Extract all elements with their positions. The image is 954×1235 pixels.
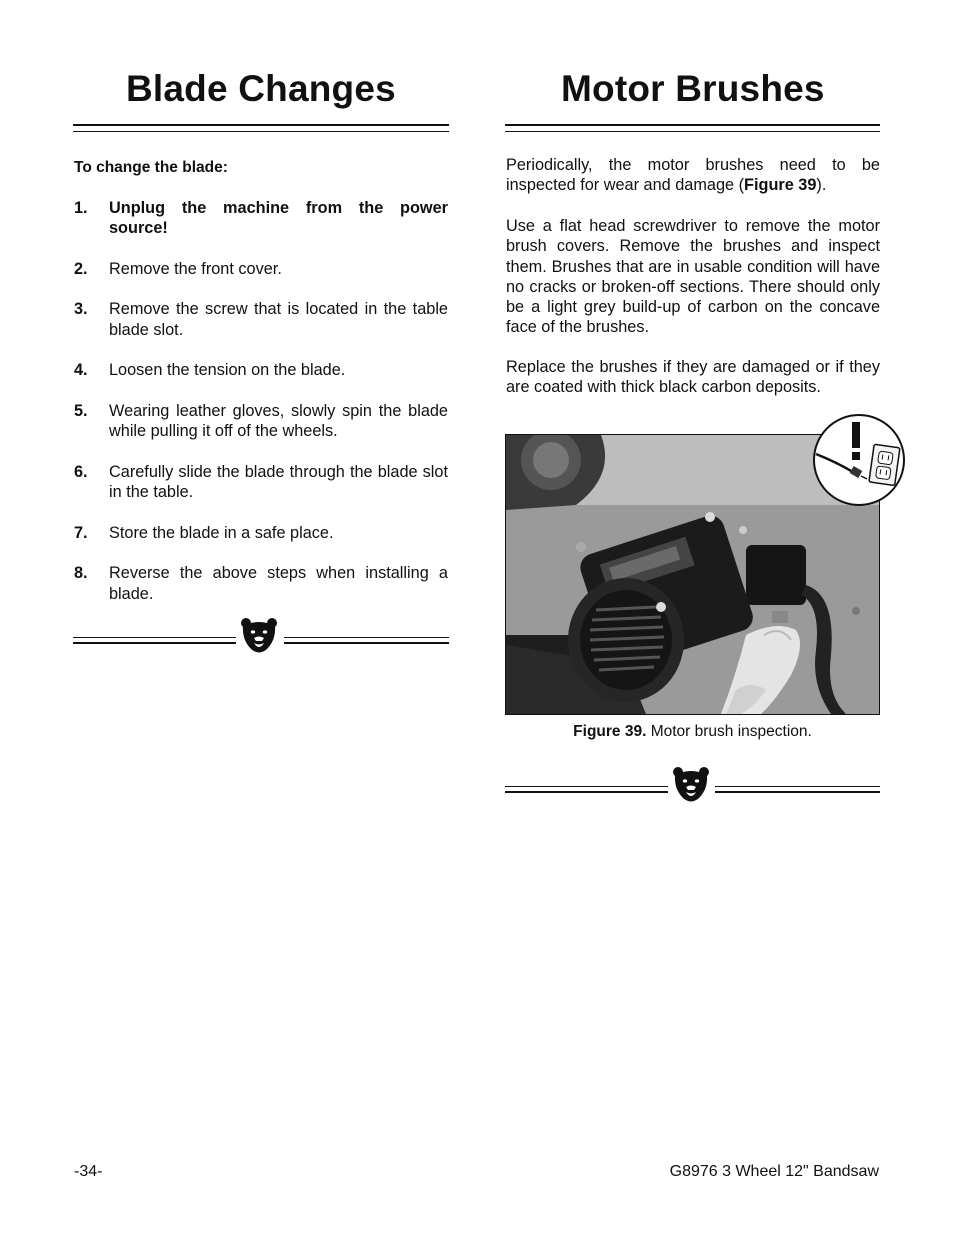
step-number: 7. [74, 523, 88, 542]
step-item [74, 259, 448, 279]
paragraph-replacement: Replace the brushes if they are damaged or if they are coated with thick black carbon deposits. [506, 358, 880, 397]
figure-caption [505, 723, 880, 741]
paragraph-inspection [506, 155, 880, 196]
step-number: 3. [74, 300, 88, 319]
paragraph-removal: Use a flat head screwdriver to remove the motor brush covers. Remove the brushes and inspect them. Brushes that are in usable condition will have no cracks or broken-off sections. There should only be a light grey build-up of carbon on the concave face of the brushes. [506, 217, 880, 337]
title-rule [505, 124, 880, 134]
figure-caption-text: Motor brush inspection. [646, 723, 812, 740]
step-text: Wearing leather gloves, slowly spin the blade while pulling it off of the wheels. [109, 401, 448, 441]
title-rule [73, 124, 449, 134]
step-item [74, 198, 448, 239]
step-text: Carefully slide the blade through the blade slot in the table. [109, 462, 448, 502]
step-text: Store the blade in a safe place. [109, 523, 334, 542]
step-text: Loosen the tension on the blade. [109, 361, 346, 380]
step-number: 4. [74, 361, 88, 380]
section-title-blade-changes: Blade Changes [126, 68, 396, 109]
step-number: 2. [74, 259, 88, 278]
section-end-divider [73, 628, 449, 652]
step-text: Remove the screw that is located in the table blade slot. [109, 300, 448, 339]
step-text: Reverse the above steps when installing a blade. [109, 564, 448, 603]
figure-label: Figure 39. [573, 723, 647, 740]
paragraph-text: Periodically, the motor brushes need to be inspected for wear and damage ( [506, 156, 880, 195]
step-item [74, 401, 448, 442]
unplug-warning-icon [811, 412, 907, 508]
step-item [74, 523, 448, 543]
step-item [74, 360, 448, 380]
page-number: -34- [74, 1163, 103, 1180]
step-text: Unplug the machine from the power source! [109, 199, 448, 238]
section-title-motor-brushes: Motor Brushes [561, 68, 825, 109]
paragraph-text-end: ). [816, 176, 827, 195]
section-end-divider [505, 777, 880, 801]
step-number: 8. [74, 564, 88, 583]
figure-reference: Figure 39 [744, 176, 817, 195]
step-number: 1. [74, 199, 88, 217]
step-item [74, 299, 448, 340]
step-number: 6. [74, 462, 88, 481]
bear-logo-icon [671, 765, 711, 805]
step-item [74, 462, 448, 503]
manual-model-name: G8976 3 Wheel 12" Bandsaw [669, 1163, 879, 1180]
blade-change-steps [74, 198, 448, 624]
procedure-subhead: To change the blade: [74, 159, 228, 176]
step-text: Remove the front cover. [109, 259, 282, 278]
bear-logo-icon [239, 616, 279, 656]
step-item [74, 563, 448, 604]
step-number: 5. [74, 401, 88, 420]
